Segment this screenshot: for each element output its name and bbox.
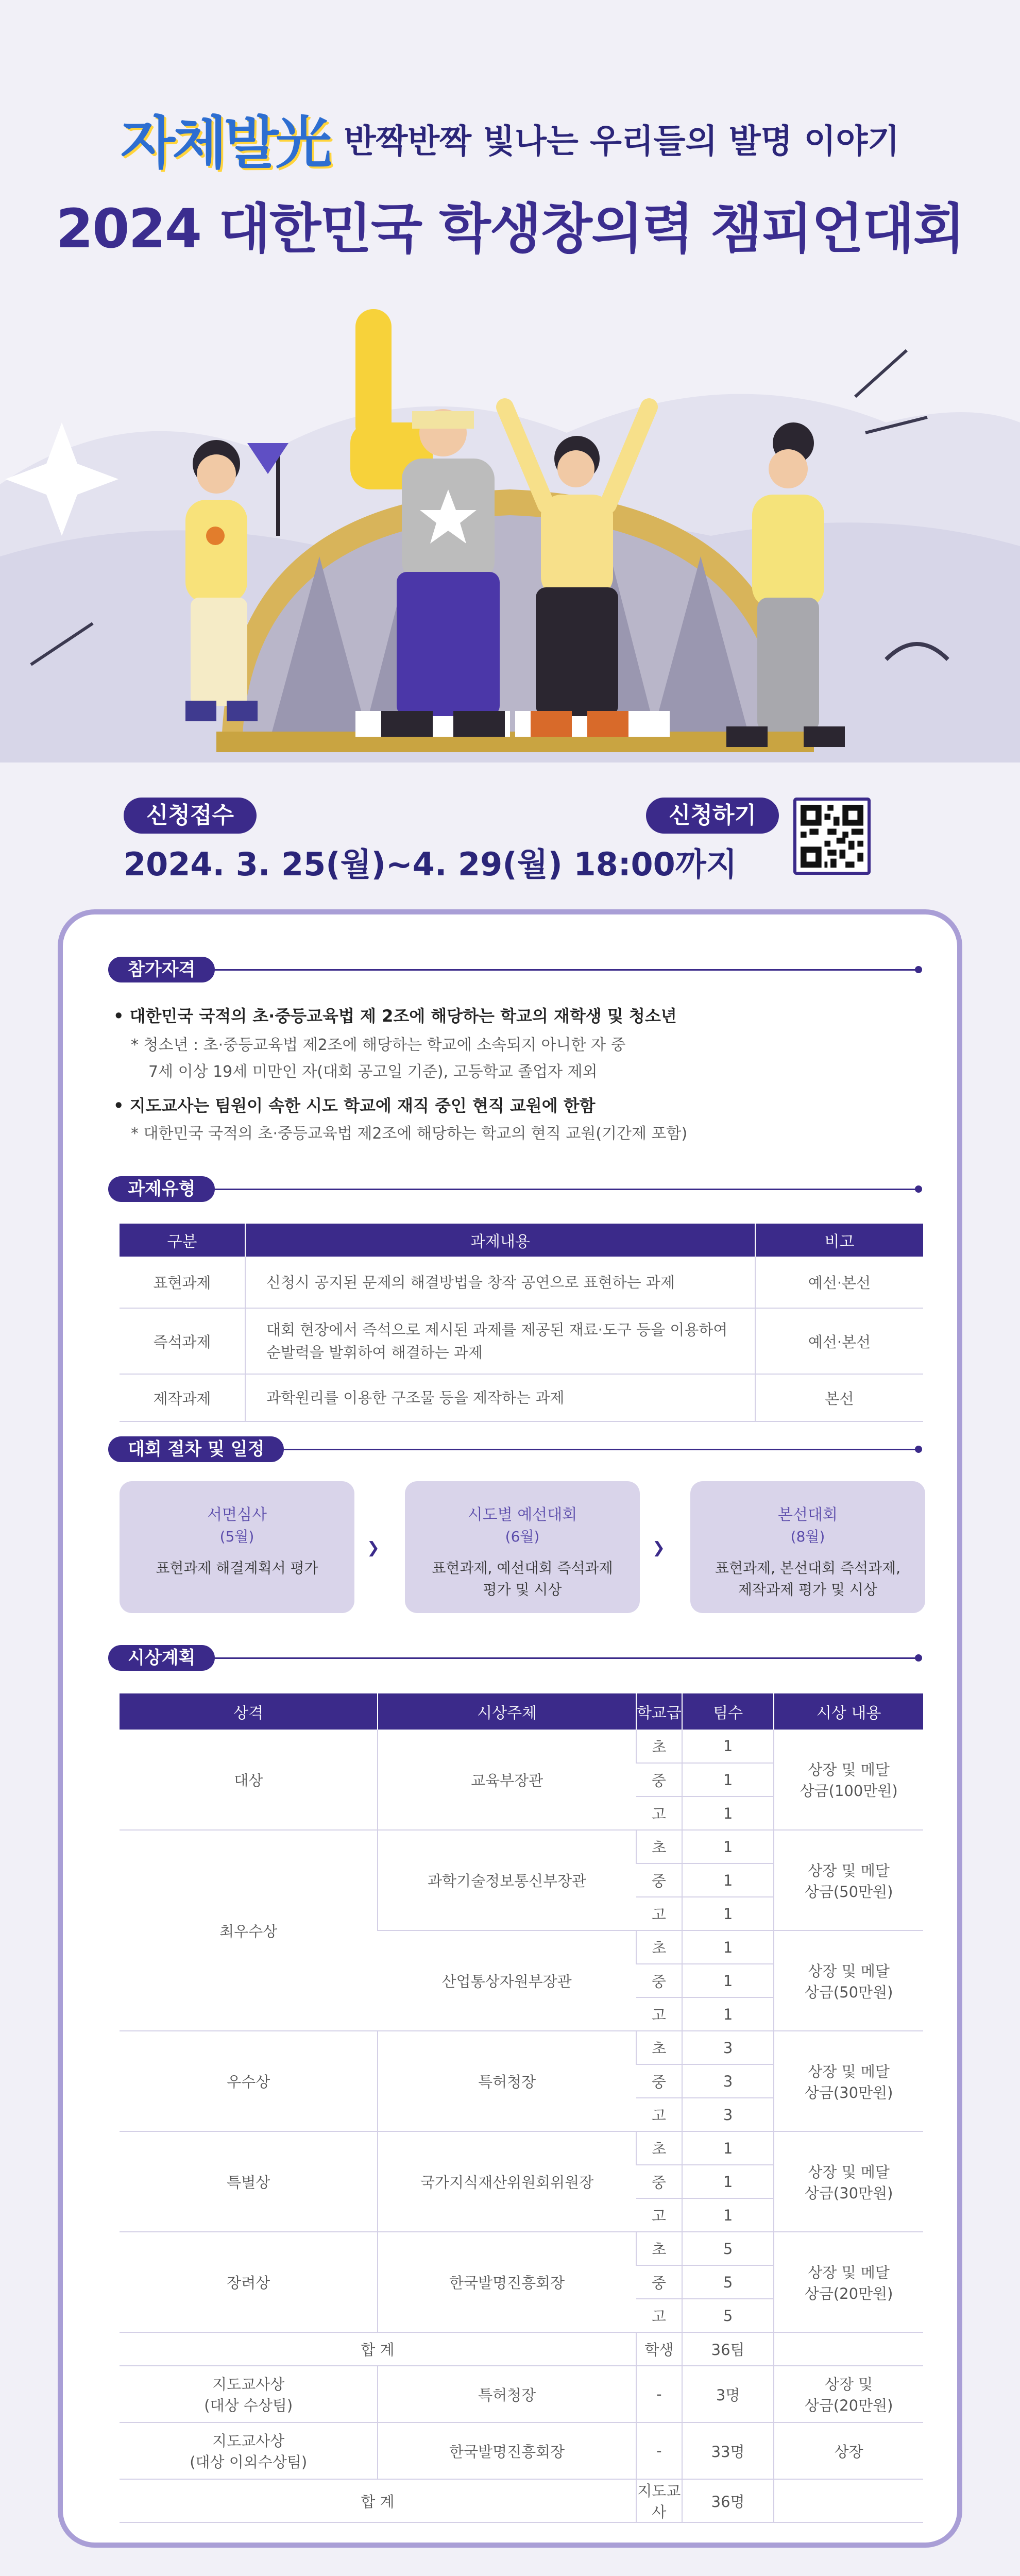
stage-description: 표현과제, 예선대회 즉석과제 xyxy=(432,1560,613,1577)
award-host: 특허청장 xyxy=(378,2031,636,2131)
award-host: 과학기술정보통신부장관 xyxy=(378,1830,636,1930)
award-grade: 장려상 xyxy=(120,2232,378,2332)
award-prize xyxy=(774,1930,923,2031)
award-grade: 특별상 xyxy=(120,2131,378,2232)
school-level: 중 xyxy=(636,2265,682,2299)
team-count: 1 xyxy=(682,1830,774,1863)
divider xyxy=(108,1189,919,1190)
prize-line: 상장 및 메달 xyxy=(808,1761,890,1778)
slogan-row xyxy=(0,98,1020,179)
eligibility-note: * 대한민국 국적의 초·중등교육법 제2조에 해당하는 학교의 현직 교원(기간제 포함) xyxy=(131,1125,688,1143)
school-level: 초 xyxy=(636,2031,682,2064)
team-count: 3 xyxy=(682,2031,774,2064)
team-count: 1 xyxy=(682,2198,774,2232)
stage-description: 제작과제 평가 및 시상 xyxy=(738,1581,878,1598)
team-count: 1 xyxy=(682,1930,774,1964)
award-host: 국가지식재산위원회위원장 xyxy=(378,2131,636,2232)
column-header: 비고 xyxy=(755,1224,923,1257)
award-grade xyxy=(120,2366,378,2422)
info-card xyxy=(58,909,962,2548)
total-label: 합 계 xyxy=(120,2332,636,2366)
school-level: 중 xyxy=(636,2165,682,2198)
stage-name: 서면심사 xyxy=(207,1506,267,1524)
total-prize xyxy=(774,2332,923,2366)
table-row xyxy=(120,1257,923,1308)
table-row xyxy=(120,2031,923,2064)
task-content-line: 과학원리를 이용한 구조물 등을 제작하는 과제 xyxy=(266,1389,565,1406)
stage-description: 표현과제, 본선대회 즉석과제, xyxy=(715,1560,901,1577)
team-count: 3명 xyxy=(682,2366,774,2422)
school-level: 초 xyxy=(636,1830,682,1863)
grade-line: 지도교사상 xyxy=(212,2432,285,2450)
table-row xyxy=(120,1308,923,1374)
divider-dot xyxy=(915,1446,922,1453)
award-host: 한국발명진흥회장 xyxy=(378,2232,636,2332)
school-level: 고 xyxy=(636,1897,682,1930)
grade-line: 지도교사상 xyxy=(212,2376,285,2393)
team-count: 1 xyxy=(682,1730,774,1763)
eligibility-note: * 청소년 : 초·중등교육법 제2조에 해당하는 학교에 소속되지 아니한 자 중 xyxy=(131,1036,626,1054)
total-count: 36팀 xyxy=(682,2332,774,2366)
award-host: 산업통상자원부장관 xyxy=(378,1930,636,2031)
column-header: 과제내용 xyxy=(245,1224,755,1257)
divider-dot xyxy=(915,1654,922,1662)
total-row xyxy=(120,2332,923,2366)
table-header-row xyxy=(120,1224,923,1257)
table-row xyxy=(120,2422,923,2479)
task-content-line: 대회 현장에서 즉석으로 제시된 과제를 제공된 재료·도구 등을 이용하여 xyxy=(266,1321,728,1338)
school-level: 초 xyxy=(636,2232,682,2265)
school-level: 고 xyxy=(636,2098,682,2131)
bullet-text: 대한민국 국적의 초·중등교육법 제 2조에 해당하는 학교의 재학생 및 청소년 xyxy=(129,1006,677,1026)
total-level: 학생 xyxy=(636,2332,682,2366)
event-title: 2024 대한민국 학생창의력 챔피언대회 xyxy=(56,197,964,260)
divider-dot xyxy=(915,966,922,973)
divider xyxy=(108,1657,919,1659)
application-period-label: 신청접수 xyxy=(124,798,257,834)
prize-line: 상금(30만원) xyxy=(804,2184,893,2202)
stage-card-regional xyxy=(405,1481,640,1613)
event-logo: 자체발光 xyxy=(120,110,329,176)
team-count: 3 xyxy=(682,2064,774,2098)
school-level: - xyxy=(636,2366,682,2422)
hero-banner xyxy=(0,0,1020,762)
table-row xyxy=(120,2131,923,2165)
award-grade: 우수상 xyxy=(120,2031,378,2131)
award-prize xyxy=(774,1830,923,1930)
task-note: 예선·본선 xyxy=(755,1257,923,1308)
award-grade xyxy=(120,2422,378,2479)
stage-month: (6월) xyxy=(505,1528,540,1545)
school-level: 초 xyxy=(636,2131,682,2165)
award-prize xyxy=(774,2131,923,2232)
award-prize xyxy=(774,2031,923,2131)
prize-line: 상금(50만원) xyxy=(804,1883,893,1901)
eligibility-bullet-teachers: • 지도교사는 팀원이 속한 시도 학교에 재직 중인 현직 교원에 한함 xyxy=(113,1096,596,1115)
task-content-line: 순발력을 발휘하여 해결하는 과제 xyxy=(266,1344,483,1361)
award-host: 교육부장관 xyxy=(378,1730,636,1830)
prize-line: 상장 및 메달 xyxy=(808,1962,890,1980)
team-count: 1 xyxy=(682,2165,774,2198)
task-note: 본선 xyxy=(755,1374,923,1421)
school-level: 중 xyxy=(636,1863,682,1897)
task-content xyxy=(245,1257,755,1308)
column-header: 학교급 xyxy=(636,1693,682,1730)
stage-month: (8월) xyxy=(790,1528,825,1545)
school-level: 중 xyxy=(636,1964,682,1997)
award-grade: 최우수상 xyxy=(120,1830,378,2031)
stage-card-finals xyxy=(690,1481,925,1613)
bullet-text: 지도교사는 팀원이 속한 시도 학교에 재직 중인 현직 교원에 한함 xyxy=(129,1096,596,1115)
school-level: 고 xyxy=(636,1797,682,1830)
stage-month: (5월) xyxy=(219,1528,254,1545)
eligibility-section-header xyxy=(108,957,922,982)
stage-name: 본선대회 xyxy=(778,1506,838,1524)
total-row xyxy=(120,2479,923,2522)
column-header: 상격 xyxy=(120,1693,378,1730)
team-count: 5 xyxy=(682,2299,774,2332)
tasks-section-header xyxy=(108,1176,922,1202)
section-title: 대회 절차 및 일정 xyxy=(108,1436,284,1462)
footer xyxy=(0,2550,1020,2576)
school-level: 중 xyxy=(636,1763,682,1797)
task-content xyxy=(245,1308,755,1374)
prize-line: 상금(20만원) xyxy=(804,2284,893,2302)
table-row xyxy=(120,2366,923,2422)
school-level: 고 xyxy=(636,1997,682,2031)
school-level: 고 xyxy=(636,2198,682,2232)
eligibility-bullet-students: • 대한민국 국적의 초·중등교육법 제 2조에 해당하는 학교의 재학생 및 청소년 xyxy=(113,1006,677,1026)
team-count: 33명 xyxy=(682,2422,774,2479)
stage-description: 표현과제 해결계획서 평가 xyxy=(156,1560,318,1577)
application-period: 2024. 3. 25(월)~4. 29(월) 18:00까지 xyxy=(124,845,737,883)
school-level: 고 xyxy=(636,2299,682,2332)
award-prize xyxy=(774,2232,923,2332)
prize-line: 상장 및 xyxy=(825,2376,873,2393)
apply-button[interactable]: 신청하기 xyxy=(646,798,779,834)
prize-line: 상장 및 메달 xyxy=(808,2163,890,2181)
team-count: 1 xyxy=(682,1997,774,2031)
section-title: 과제유형 xyxy=(108,1176,215,1202)
school-level: 초 xyxy=(636,1930,682,1964)
column-header: 시상주체 xyxy=(378,1693,636,1730)
team-count: 3 xyxy=(682,2098,774,2131)
task-table xyxy=(120,1224,923,1422)
prize-line: 상금(20만원) xyxy=(804,2397,893,2414)
slogan: 반짝반짝 빛나는 우리들의 발명 이야기 xyxy=(344,123,900,161)
task-type: 제작과제 xyxy=(120,1374,245,1421)
task-note: 예선·본선 xyxy=(755,1308,923,1374)
prize-line: 상장 및 메달 xyxy=(808,2263,890,2281)
chevron-right-icon: ❯ xyxy=(652,1539,666,1557)
award-prize xyxy=(774,1730,923,1830)
team-count: 1 xyxy=(682,1897,774,1930)
qr-code-icon[interactable] xyxy=(793,798,871,875)
divider-dot xyxy=(915,1185,922,1193)
total-label: 합 계 xyxy=(120,2479,636,2522)
chevron-right-icon: ❯ xyxy=(367,1539,380,1557)
award-host: 특허청장 xyxy=(378,2366,636,2422)
table-row xyxy=(120,2232,923,2265)
prize-line: 상장 및 메달 xyxy=(808,1861,890,1879)
divider xyxy=(108,969,919,971)
table-row xyxy=(120,1374,923,1421)
hero-illustration xyxy=(0,268,1020,762)
team-count: 5 xyxy=(682,2265,774,2299)
award-prize: 상장 xyxy=(774,2422,923,2479)
task-type: 표현과제 xyxy=(120,1257,245,1308)
team-count: 1 xyxy=(682,1964,774,1997)
team-count: 1 xyxy=(682,1763,774,1797)
total-prize xyxy=(774,2479,923,2522)
column-header: 구분 xyxy=(120,1224,245,1257)
award-table xyxy=(120,1693,923,2523)
task-content xyxy=(245,1374,755,1421)
stage-card-written-review xyxy=(120,1481,354,1613)
table-row xyxy=(120,1830,923,1863)
table-header-row xyxy=(120,1693,923,1730)
prize-line: 상금(100만원) xyxy=(800,1782,898,1800)
prize-line: 상장 및 메달 xyxy=(808,2062,890,2080)
school-level: - xyxy=(636,2422,682,2479)
total-count: 36명 xyxy=(682,2479,774,2522)
award-prize xyxy=(774,2366,923,2422)
stage-description: 평가 및 시상 xyxy=(483,1581,562,1598)
award-host: 한국발명진흥회장 xyxy=(378,2422,636,2479)
total-level: 지도교사 xyxy=(636,2479,682,2522)
schedule-section-header xyxy=(108,1436,922,1462)
awards-section-header xyxy=(108,1645,922,1671)
column-header: 시상 내용 xyxy=(774,1693,923,1730)
team-count: 1 xyxy=(682,2131,774,2165)
team-count: 1 xyxy=(682,1797,774,1830)
prize-line: 상금(30만원) xyxy=(804,2083,893,2102)
eligibility-note: 7세 이상 19세 미만인 자(대회 공고일 기준), 고등학교 졸업자 제외 xyxy=(148,1063,598,1081)
column-header: 팀수 xyxy=(682,1693,774,1730)
section-title: 참가자격 xyxy=(108,957,215,982)
school-level: 초 xyxy=(636,1730,682,1763)
task-content-line: 신청시 공지된 문제의 해결방법을 창작 공연으로 표현하는 과제 xyxy=(266,1273,675,1291)
team-count: 5 xyxy=(682,2232,774,2265)
award-grade: 대상 xyxy=(120,1730,378,1830)
section-title: 시상계획 xyxy=(108,1645,215,1671)
team-count: 1 xyxy=(682,1863,774,1897)
school-level: 중 xyxy=(636,2064,682,2098)
grade-line: (대상 이외수상팀) xyxy=(190,2453,308,2471)
grade-line: (대상 수상팀) xyxy=(204,2397,293,2414)
stage-name: 시도별 예선대회 xyxy=(467,1506,577,1524)
prize-line: 상금(50만원) xyxy=(804,1983,893,2001)
table-row xyxy=(120,1730,923,1763)
task-type: 즉석과제 xyxy=(120,1308,245,1374)
